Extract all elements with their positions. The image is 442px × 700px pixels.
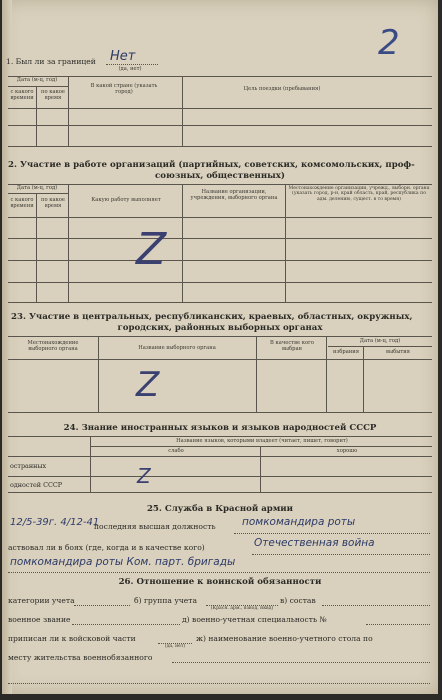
q23-vline-2 <box>256 336 257 412</box>
q22-row-line-2 <box>8 260 432 261</box>
q23-title-1: 23. Участие в центральных, республиканских, краевых, областных, окружных, <box>11 312 413 322</box>
q25-battles-label: аствовал ли в боях (где, когда и в качестве кого) <box>8 543 205 552</box>
q24-col-weak: слабо <box>168 448 184 454</box>
q23-col-date: Дата (м-ц, год) <box>359 338 401 344</box>
q22-vline-1 <box>36 193 37 302</box>
q26-rank: военное звание <box>8 615 71 624</box>
q24-header-bottom <box>8 456 432 457</box>
q21-header-bottom <box>8 108 432 109</box>
q21-vline-3 <box>182 76 183 146</box>
q21-col-date: Дата (м-ц, год) <box>16 77 58 83</box>
q26-assigned-hint: (да, нет) <box>164 644 186 649</box>
q21-col-to: по какое время <box>41 89 65 101</box>
q25-dates: 12/5-39г. 4/12-41 <box>10 517 100 528</box>
q21-answer: Нет <box>110 49 136 64</box>
q24-col-good: хорошо <box>336 448 358 454</box>
q21-hint: (да, нет) <box>118 66 142 72</box>
q22-row-line-1 <box>8 238 432 239</box>
q21-vline-1 <box>36 86 37 146</box>
q25-last-position-line <box>234 533 430 534</box>
q21-answer-line <box>106 64 158 65</box>
q23-dash-mark: Z <box>136 365 160 405</box>
q22-col-from: с какого времени <box>10 197 34 209</box>
q23-title-2: городских, районных выборных органах <box>117 323 323 333</box>
q22-vline-2 <box>68 184 69 302</box>
q23-col-left: выбытия <box>386 349 410 355</box>
q22-vline-3 <box>182 184 183 302</box>
q24-vline-1 <box>90 436 91 492</box>
q21-col-from: с какого времени <box>10 89 34 101</box>
q22-col-work: Какую работу выполняет <box>91 197 161 203</box>
q26-residence: месту жительства военнобязанного <box>8 653 153 662</box>
q22-col-org: Название организации, учреждения, выборного органа <box>190 189 278 201</box>
q24-table-bottom <box>8 492 432 493</box>
q21-label: 1. Был ли за границей <box>6 57 96 66</box>
q26-rank-line <box>72 624 180 625</box>
q22-table-bottom <box>8 302 432 303</box>
q21-row-line <box>8 125 432 126</box>
q26-extra-line <box>8 683 430 684</box>
q26-office: ж) наименование военно-учетного стола по <box>196 634 373 643</box>
q26-title: 26. Отношение к воинской обязанности <box>118 577 322 587</box>
q23-table-bottom <box>8 412 432 413</box>
q23-table-top <box>8 336 432 337</box>
q26-composition-line <box>322 605 430 606</box>
q24-row-ussr: одностей СССР <box>10 481 63 489</box>
q26-category-line <box>74 605 130 606</box>
q24-dash-mark: Z <box>137 464 151 488</box>
q22-col-date: Дата (м-ц, год) <box>16 185 58 191</box>
q23-subheader-line <box>328 346 432 347</box>
q21-col-country: В какой стране (указать город) <box>90 83 158 95</box>
q23-vline-3 <box>326 336 327 412</box>
q26-assigned: приписан ли к войсковой части <box>8 634 136 643</box>
q22-title-2: союзных, общественных) <box>155 171 285 181</box>
q22-title-1: 2. Участие в работе организаций (партийных, советских, комсомольских, проф- <box>8 160 415 170</box>
q22-row-line-3 <box>8 282 432 283</box>
q21-table-bottom <box>8 146 432 147</box>
q25-title: 25. Служба в Красной армии <box>146 504 294 514</box>
q22-col-to: по какое время <box>41 197 65 209</box>
page-edge <box>2 0 12 694</box>
q25-battles-value: Отечественная война <box>254 537 375 549</box>
q25-battles-line-2 <box>8 572 430 573</box>
q26-group: б) группа учета <box>134 596 198 605</box>
q23-col-role: В качестве кого выбран <box>270 340 314 352</box>
q22-vline-4 <box>285 184 286 302</box>
q24-title: 24. Знание иностранных языков и языков народностей СССР <box>63 423 377 433</box>
q24-table-top <box>8 436 432 437</box>
q23-header-bottom <box>8 359 432 360</box>
q21-vline-2 <box>68 76 69 146</box>
q23-vline-1 <box>98 336 99 412</box>
q24-subheader-line <box>90 446 432 447</box>
q22-header-bottom <box>8 217 432 218</box>
q25-last-position-value: помкомандира роты <box>242 516 356 528</box>
q24-row-foreign: остранных <box>10 462 47 470</box>
q25-last-position-label: последняя высшая должность <box>94 522 216 531</box>
q26-specialty-line <box>366 624 430 625</box>
q24-header: Название языков, которыми владеет (читает, пишет, говорит) <box>176 438 348 444</box>
q22-col-location: Местонахождение организации, учрежд., выборн. органа (указать город, р-н, край область, край, республика по адм. делению, сущест. в то время) <box>288 186 430 202</box>
q21-table-top <box>8 76 432 77</box>
q23-col-location: Местонахождение выборного органа <box>27 340 79 352</box>
questionnaire-page <box>2 0 438 694</box>
q23-col-name: Название выборного органа <box>138 345 216 351</box>
q26-composition: в) состав <box>280 596 316 605</box>
q21-subheader-line <box>8 86 68 87</box>
q26-specialty: д) военно-учетная специальность № <box>182 615 327 624</box>
q22-table-top <box>8 184 432 185</box>
q26-residence-line <box>172 662 430 663</box>
q25-battles-line <box>252 554 430 555</box>
q23-col-elected: избрания <box>332 349 359 355</box>
q21-col-purpose: Цель поездки (пребывания) <box>243 86 321 92</box>
page-number: 2 <box>378 23 400 63</box>
q22-dash-mark: Z <box>136 224 167 275</box>
q24-row-line <box>8 476 432 477</box>
q24-vline-2 <box>260 446 261 492</box>
q26-group-hint: (Красн. арм., взвод, нквд) <box>210 606 274 611</box>
q23-vline-4 <box>363 346 364 412</box>
q26-category: категории учета <box>8 596 75 605</box>
q25-battles-value-2: помкомандира роты Ком. парт. бригады <box>10 556 236 568</box>
q22-subheader-line <box>8 193 68 194</box>
